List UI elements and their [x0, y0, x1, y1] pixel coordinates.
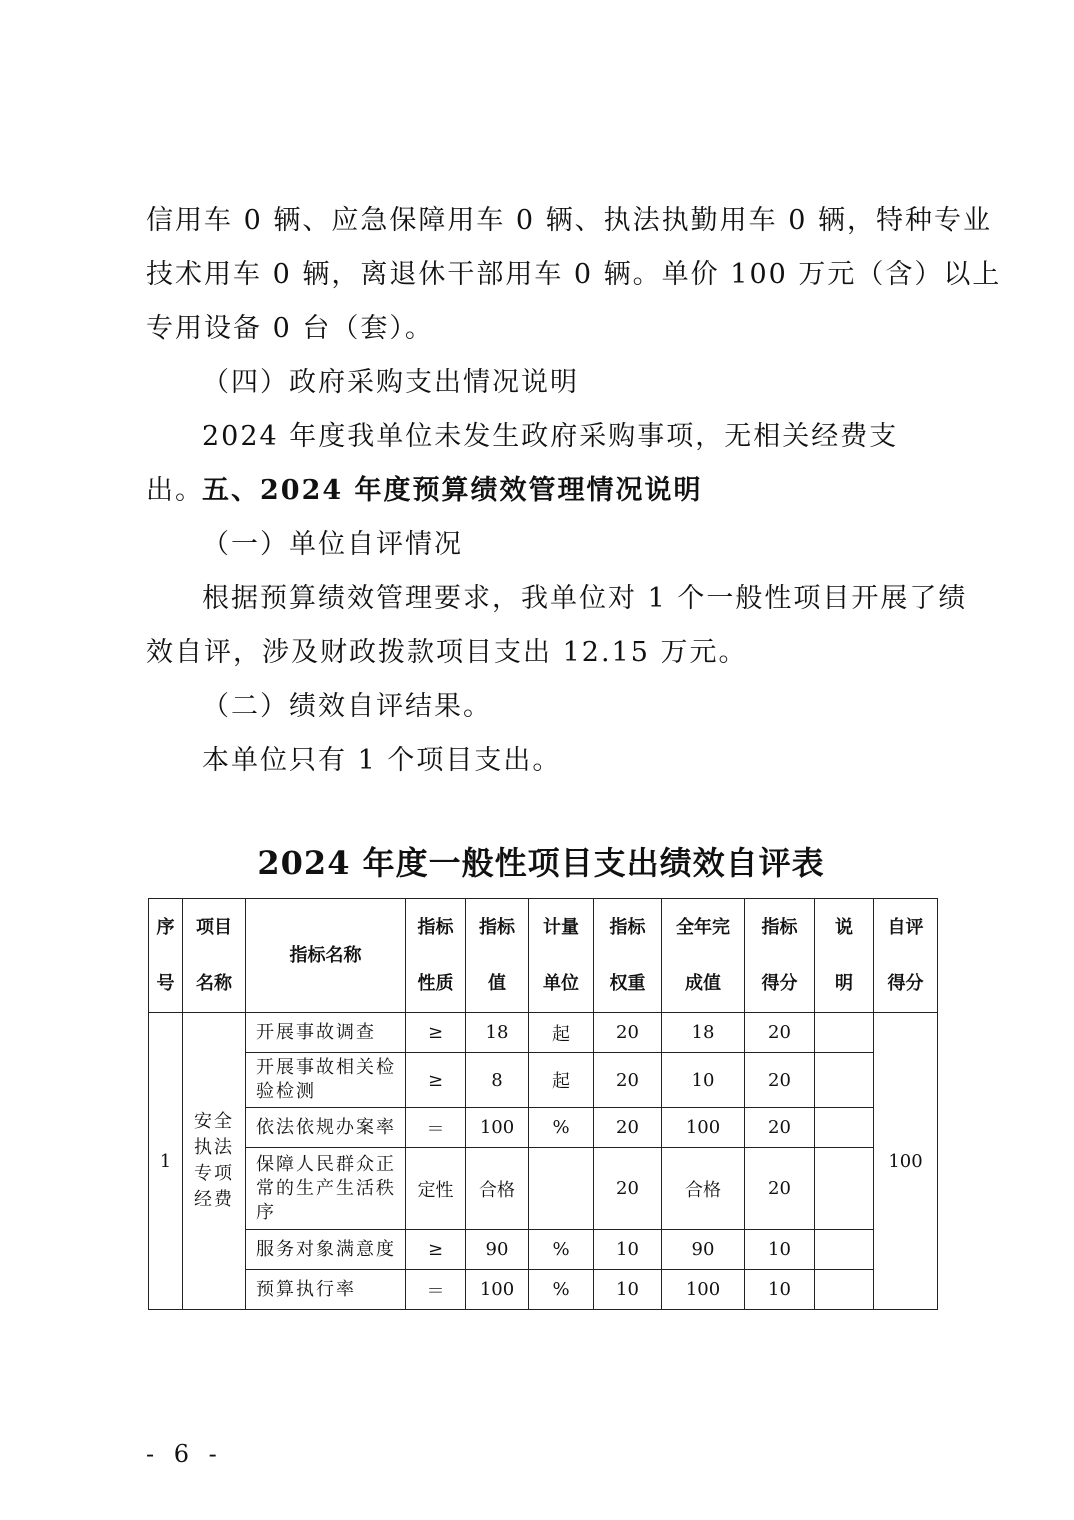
- cell-unit: %: [529, 1270, 594, 1310]
- table-row: [149, 1108, 938, 1148]
- cell-nature: ≥: [406, 1013, 466, 1053]
- cell-actual: 100: [662, 1270, 745, 1310]
- cell-actual: 90: [662, 1230, 745, 1270]
- cell-actual: 100: [662, 1108, 745, 1148]
- cell-weight: 20: [594, 1148, 662, 1230]
- cell-value: 100: [466, 1108, 529, 1148]
- cell-value: 8: [466, 1053, 529, 1108]
- text-line: 根据预算绩效管理要求，我单位对 1 个一般性项目开展了绩: [202, 583, 968, 614]
- header-nature: 指标 性质: [406, 899, 466, 1013]
- header-score: 指标 得分: [745, 899, 815, 1013]
- cell-unit: 起: [529, 1053, 594, 1108]
- text-line: 专用设备 0 台（套）。: [146, 313, 434, 344]
- cell-score: 10: [745, 1230, 815, 1270]
- cell-actual: 18: [662, 1013, 745, 1053]
- cell-nature: ＝: [406, 1270, 466, 1310]
- cell-unit: %: [529, 1230, 594, 1270]
- cell-actual: 10: [662, 1053, 745, 1108]
- cell-nature: ＝: [406, 1108, 466, 1148]
- cell-value: 90: [466, 1230, 529, 1270]
- table-row: [149, 1230, 938, 1270]
- cell-note: [815, 1108, 874, 1148]
- table-row: [149, 1148, 938, 1230]
- cell-indicator-name: 预算执行率: [246, 1270, 406, 1310]
- header-unit: 计量 单位: [529, 899, 594, 1013]
- performance-table: [148, 898, 938, 1310]
- cell-indicator-name: 开展事故调查: [246, 1013, 406, 1053]
- cell-value: 18: [466, 1013, 529, 1053]
- table-row: [149, 1053, 938, 1108]
- table-row: [149, 1270, 938, 1310]
- header-indicator-name: 指标名称: [246, 899, 406, 1013]
- cell-indicator-name: 保障人民群众正常的生产生活秩序: [246, 1148, 406, 1230]
- page-number: - 6 -: [146, 1440, 223, 1468]
- cell-value: 合格: [466, 1148, 529, 1230]
- header-weight: 指标 权重: [594, 899, 662, 1013]
- cell-note: [815, 1053, 874, 1108]
- cell-indicator-name: 服务对象满意度: [246, 1230, 406, 1270]
- cell-score: 20: [745, 1053, 815, 1108]
- cell-indicator-name: 开展事故相关检验检测: [246, 1053, 406, 1108]
- paragraph-results: 本单位只有 1 个项目支出。: [202, 745, 562, 776]
- heading-gov-purchase: （四）政府采购支出情况说明: [202, 367, 579, 398]
- cell-note: [815, 1230, 874, 1270]
- cell-unit: %: [529, 1108, 594, 1148]
- paragraph-self-eval: [146, 572, 968, 680]
- cell-note: [815, 1148, 874, 1230]
- text-line: 效自评，涉及财政拨款项目支出 12.15 万元。: [146, 637, 748, 668]
- cell-self-score: 100: [874, 1013, 938, 1310]
- cell-project-name: 安全执法专项经费: [183, 1013, 246, 1310]
- paragraph-vehicles: [146, 194, 1002, 356]
- paragraph-gov-purchase: 2024 年度我单位未发生政府采购事项，无相关经费支出。: [146, 421, 899, 506]
- cell-weight: 10: [594, 1270, 662, 1310]
- cell-score: 20: [745, 1108, 815, 1148]
- cell-score: 10: [745, 1270, 815, 1310]
- cell-weight: 20: [594, 1053, 662, 1108]
- cell-unit: 起: [529, 1013, 594, 1053]
- heading-self-eval: （一）单位自评情况: [202, 529, 463, 560]
- cell-nature: ≥: [406, 1053, 466, 1108]
- header-seq: 序 号: [149, 899, 183, 1013]
- cell-value: 100: [466, 1270, 529, 1310]
- cell-score: 20: [745, 1013, 815, 1053]
- cell-nature: 定性: [406, 1148, 466, 1230]
- cell-actual: 合格: [662, 1148, 745, 1230]
- cell-unit: [529, 1148, 594, 1230]
- text-line: 技术用车 0 辆，离退休干部用车 0 辆。单价 100 万元（含）以上: [146, 259, 1002, 290]
- cell-score: 20: [745, 1148, 815, 1230]
- header-value: 指标 值: [466, 899, 529, 1013]
- cell-nature: ≥: [406, 1230, 466, 1270]
- header-note: 说 明: [815, 899, 874, 1013]
- header-project: 项目 名称: [183, 899, 246, 1013]
- cell-indicator-name: 依法依规办案率: [246, 1108, 406, 1148]
- header-self-score: 自评 得分: [874, 899, 938, 1013]
- cell-note: [815, 1013, 874, 1053]
- cell-note: [815, 1270, 874, 1310]
- text-line: 信用车 0 辆、应急保障用车 0 辆、执法执勤用车 0 辆，特种专业: [146, 205, 993, 236]
- table-title: 2024 年度一般性项目支出绩效自评表: [257, 844, 825, 882]
- header-actual: 全年完 成值: [662, 899, 745, 1013]
- heading-section-5: 五、2024 年度预算绩效管理情况说明: [202, 475, 703, 506]
- cell-weight: 10: [594, 1230, 662, 1270]
- cell-weight: 20: [594, 1013, 662, 1053]
- table-header-row: [149, 899, 938, 1013]
- heading-results: （二）绩效自评结果。: [202, 691, 492, 722]
- cell-weight: 20: [594, 1108, 662, 1148]
- cell-seq: 1: [149, 1013, 183, 1310]
- table-row: [149, 1013, 938, 1053]
